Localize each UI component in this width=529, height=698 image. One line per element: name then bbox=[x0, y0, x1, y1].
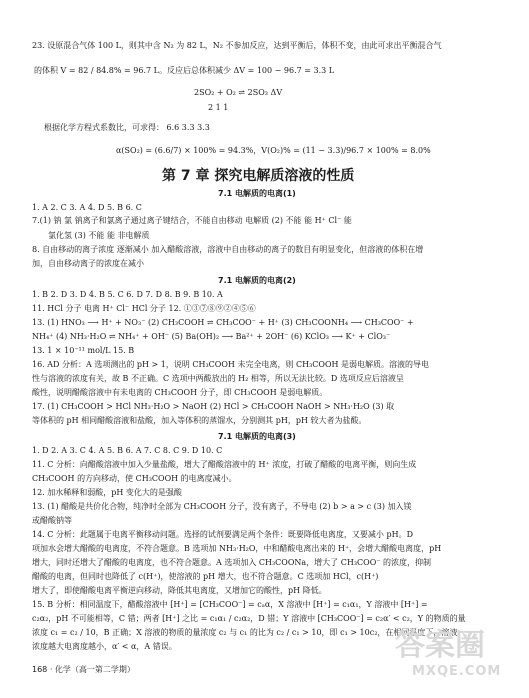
line-q23-2: 的体积 V = 82 / 84.8% = 96.7 L。反应后总体积减少 ΔV = 100 − 96.7 = 3.3 L bbox=[34, 66, 335, 75]
reaction-coefficients: 2 1 1 bbox=[208, 103, 229, 112]
answer-15b-line3: 浓度 c₁ = c₂ / 10，B 正确；X 溶液的物质的量浓度 c₂ 与 c₁ 的比为 c₂ / c₁ > 10，即 c₁ > 10c₂，在相同温度下，溶液 bbox=[32, 628, 458, 637]
watermark-url: MXQE.COM bbox=[412, 664, 502, 679]
section-heading-1: 7.1 电解质的电离(1) bbox=[218, 189, 296, 198]
answers-1-10: 1. B 2. D 3. D 4. B 5. C 6. D 7. D 8. B 9. B 10. A bbox=[32, 290, 223, 299]
answer-17-line2: 等体积的 pH 相同醋酸溶液和盐酸，加入等体积的蒸馏水，分别测其 pH，pH 较大者为盐酸。 bbox=[32, 416, 367, 425]
answer-7-line2: 氯化氢 (3) 不能 能 非电解质 bbox=[48, 231, 150, 240]
line-q23-result: α(SO₂) = (6.6/7) × 100% = 94.3%，V(O₂)% = (11 − 3.3)/96.7 × 100% = 8.0% bbox=[116, 146, 431, 155]
page-footer: 168 · 化学（高一第二学期） bbox=[32, 665, 135, 674]
answer-7-line1: 7.(1) 钠 氯 钠离子和氯离子通过离子键结合，不能自由移动 电解质 (2) 不能 能 H⁺ Cl⁻ 能 bbox=[32, 216, 352, 225]
answer-14b-line4: 醋酸的电离，但同时也降低了 c(H⁺)，使溶液的 pH 增大，也不符合题意。C 选项加 HCl，c(H⁺) bbox=[32, 572, 379, 581]
answer-14b-line3: 增大，同时还增大了醋酸的电离度，也不符合题意。A 选项加入 CH₃COONa，增大了 CH₃COO⁻ 的浓度，抑制 bbox=[32, 558, 432, 567]
answer-17-line1: 17. (1) CH₃COOH > HCl NH₃·H₂O > NaOH (2) HCl > CH₃COOH NaOH > NH₃·H₂O (3) 取 bbox=[32, 402, 395, 411]
answer-14b-line2: 项加水会增大醋酸的电离度，不符合题意。B 选项加 NH₃·H₂O，中和醋酸电离出来的 H⁺，会增大醋酸电离度，pH bbox=[32, 544, 442, 553]
answer-13b-line2: 或醋酸钠等 bbox=[32, 516, 72, 525]
reaction-equation: 2SO₂ + O₂ ⇌ 2SO₃ ΔV bbox=[194, 88, 283, 97]
answer-14-15: 13. 1 × 10⁻¹¹ mol/L 15. B bbox=[32, 346, 135, 355]
watermark-logo: 答案圈 bbox=[395, 628, 485, 663]
section-heading-2: 7.1 电解质的电离(2) bbox=[218, 276, 296, 285]
answers-1-6: 1. A 2. C 3. A 4. D 5. B 6. C bbox=[32, 203, 142, 212]
answer-8-line2: 加，自由移动离子的浓度在减小 bbox=[32, 259, 144, 268]
line-q23-1: 23. 设原混合气体 100 L，则其中含 N₂ 为 82 L，N₂ 不参加反应，达到平衡后，体积不变，由此可求出平衡混合气 bbox=[32, 41, 442, 50]
chapter-title: 第 7 章 探究电解质溶液的性质 bbox=[162, 168, 355, 184]
answer-14b-line1: 14. C 分析：此题属于电离平衡移动问题。选择的试剂要满足两个条件：既要降低电离度，又要减小 pH。D bbox=[32, 530, 413, 539]
answer-13-line2: NH₄⁺ (4) NH₃·H₂O ⇌ NH₄⁺ + OH⁻ (5) Ba(OH)₂ ⟶ Ba²⁺ + 2OH⁻ (6) KClO₃ ⟶ K⁺ + ClO₃⁻ bbox=[32, 332, 391, 341]
answer-12: 12. 加水稀释和弱酸，pH 变化大的是强酸 bbox=[32, 488, 182, 497]
answer-11-12: 11. HCl 分子 电离 H⁺ Cl⁻ HCl 分子 12. ①③⑦⑧⑨②④⑤⑥ bbox=[32, 304, 256, 313]
answer-16-line2: 性与溶液的浓度有关，故 B 不正确。C 选项中两酸放出的 H₂ 相等，所以无法比较。D 选项反应后溶液呈 bbox=[32, 374, 404, 383]
answer-15b-line2: c₂α₂，pH 不可能相等，C 错；两者 [H⁺] 之比 = c₁α₁ / c₂α₂，D 错；Y 溶液中 [CH₃COO⁻] = c₂α′ < c₂，Y 的物质的量 bbox=[32, 614, 466, 623]
answer-16-line1: 16. AD 分析：A 选项测出的 pH > 1，说明 CH₃COOH 未完全电离，则 CH₃COOH 是弱电解质。溶液的导电 bbox=[32, 360, 430, 369]
line-q23-3: 根据化学方程式系数比，可求得： 6.6 3.3 3.3 bbox=[44, 123, 210, 132]
answer-13-line1: 13. (1) HNO₃ ⟶ H⁺ + NO₃⁻ (2) CH₃COOH ⇌ CH₃COO⁻ + H⁺ (3) CH₃COONH₄ ⟶ CH₃COO⁻ + bbox=[32, 318, 414, 327]
answer-11-line2: CH₃COOH 的方向移动，使 CH₃COOH 的电离度减小。 bbox=[32, 474, 237, 483]
answer-8-line1: 8. 自由移动的离子浓度 逐渐减小 加入醋酸溶液，溶液中自由移动的离子的数目有明显变化，但溶液的体积在增 bbox=[32, 245, 424, 254]
answer-16-line3: 酸性，说明醋酸溶液中有未电离的 CH₃COOH 分子，即 CH₃COOH 是弱电解质。 bbox=[32, 388, 328, 397]
answer-13b-line1: 13. (1) 醋酸是共价化合物，纯净时全部为 CH₃COOH 分子，没有离子，不导电 (2) b > a > c (3) 加入镁 bbox=[32, 502, 412, 511]
answers-1-10-b: 1. D 2. A 3. C 4. A 5. B 6. A 7. C 8. C 9. D 10. C bbox=[32, 446, 223, 455]
answer-11-line1: 11. C 分析：向醋酸溶液中加入少量盐酸，增大了醋酸溶液中的 H⁺ 浓度，打破了醋酸的电离平衡，则向生成 bbox=[32, 460, 417, 469]
answer-14b-line5: 增大了，即使醋酸电离平衡逆向移动，降低其电离度，又增加它的酸性，pH 降低。 bbox=[32, 586, 327, 595]
answer-15b-line1: 15. B 分析：相同温度下，醋酸溶液中 [H⁺] = [CH₃COO⁻] = cₐα，X 溶液中 [H⁺] = c₁α₁，Y 溶液中 [H⁺] = bbox=[32, 600, 428, 609]
answer-15b-line4: 浓度越大电离度越小，α′ < α，A 错误。 bbox=[32, 642, 177, 651]
section-heading-3: 7.1 电解质的电离(3) bbox=[218, 432, 296, 441]
